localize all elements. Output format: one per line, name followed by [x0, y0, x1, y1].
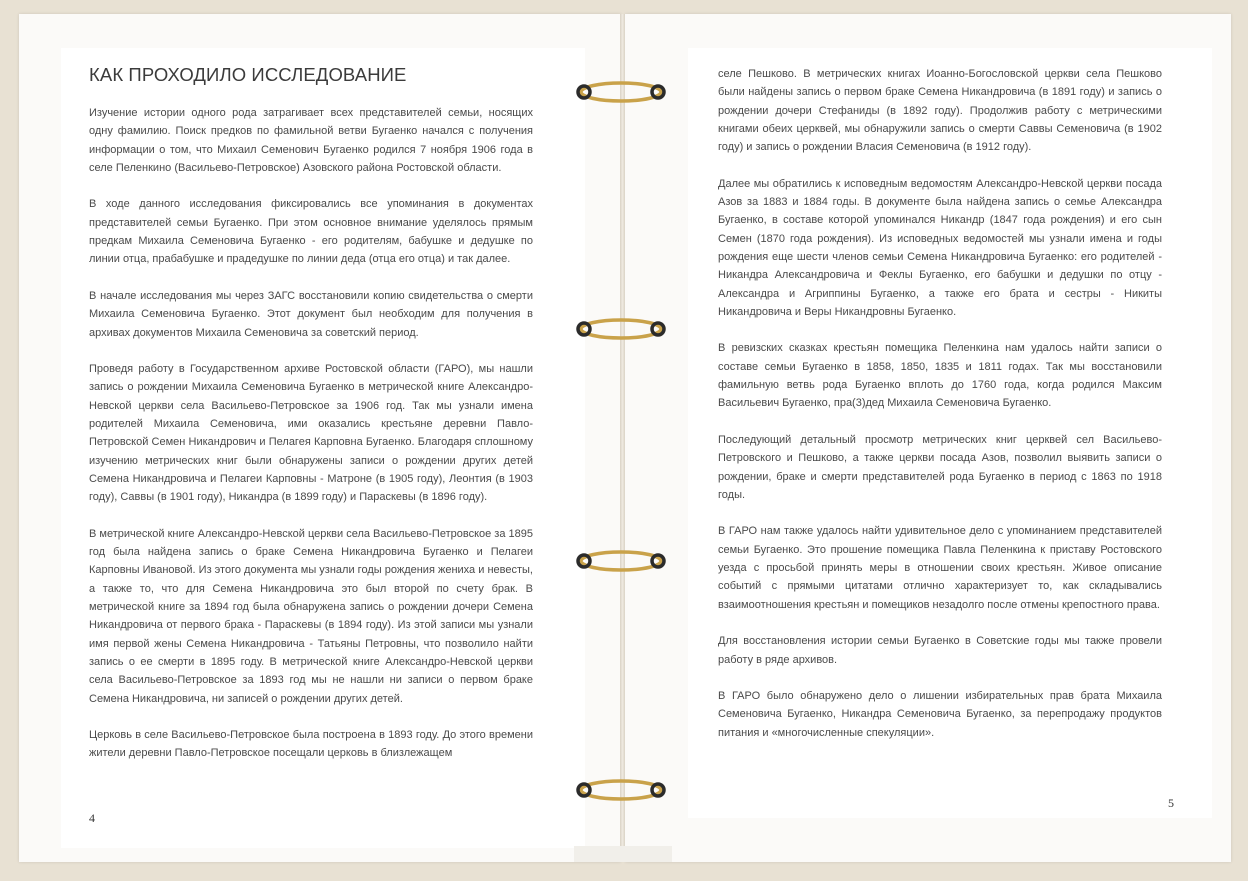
paragraph: В ГАРО нам также удалось найти удивительное дело с упоминанием представителей семьи Бугаенко. Это прошение помещика Павла Пеленкина к приставу Ростовского уезда с просьбой принять меры в отношении своих крестьян. Живое описание событий с прямыми цитатами отлично характеризует то, как складывались взаимоотношения крестьян и помещиков незадолго после отмены крепостного права. [718, 525, 1162, 611]
paragraph: В начале исследования мы через ЗАГС восстановили копию свидетельства о смерти Михаила Семеновича Бугаенко. Этот документ был необходим для получения в архивах документов Михаила Семеновича за советский период. [89, 289, 533, 339]
page-number-right: 5 [1168, 796, 1174, 810]
binder-ring-icon [574, 544, 668, 578]
page-number-left: 4 [89, 811, 95, 825]
paragraph: В ГАРО было обнаружено дело о лишении избирательных прав брата Михаила Семеновича Бугаенко, Никандра Семеновича Бугаенко, за перепродажу продуктов питания и «многочисленные спекуляции». [718, 690, 1162, 739]
paragraph: Церковь в селе Васильево-Петровское была построена в 1893 году. До этого времени жители деревни Павло-Петровское посещали церковь в близлежащем [89, 729, 533, 760]
paragraph: селе Пешково. В метрических книгах Иоанно-Богословской церкви села Пешково были найдены запись о первом браке Семена Никандровича (в 1891 году) и запись о рождении дочери Стефаниды (в 1892 году). Продолжив работу с метрическими книгами обеих церквей, мы обнаружили запись о смерти Саввы Семеновича (в 1902 году) и запись о рождении Власия Семеновича (в 1912 году). [718, 68, 1162, 154]
paragraph: Проведя работу в Государственном архиве Ростовской области (ГАРО), мы нашли запись о рождении Михаила Семеновича Бугаенко в метрической книге Александро-Невской церкви села Васильево-Петровское за 1906 год. Так мы узнали имена родителей Михаила Семеновича, ими оказались крестьяне деревни Павло-Петровской Семен Никандрович и Пелагея Карповна Бугаенко. Благодаря сплошному изучению метрических книг были обнаружены записи о рождении других детей Семена Никандровича и Пелагеи Карповны - Матроне (в 1905 году), Леонтия (в 1903 году), Саввы (в 1901 году), Никандра (в 1899 году) и Параскевы (в 1896 году). [89, 363, 533, 504]
binder-ring-icon [574, 773, 668, 807]
paragraph: Изучение истории одного рода затрагивает всех представителей семьи, носящих одну фамилию. Поиск предков по фамильной ветви Бугаенко начался с получения информации о том, что Михаил Семенович Бугаенко родился 7 ноября 1906 года в селе Пеленкино (Васильево-Петровское) Азовского района Ростовской области. [89, 107, 533, 174]
right-text-column [718, 65, 1162, 760]
paragraph: В ревизских сказках крестьян помещика Пеленкина нам удалось найти записи о составе семьи Бугаенко в 1858, 1850, 1835 и 1811 годах. Так мы восстановили фамильную ветвь рода Бугаенко вплоть до 1760 года, когда родился Максим Васильевич Бугаенко, пра(3)дед Михаила Семеновича Бугаенко. [718, 342, 1162, 410]
binder-ring-icon [574, 75, 668, 109]
binding-spine [620, 14, 625, 862]
paragraph: Далее мы обратились к исповедным ведомостям Александро-Невской церкви посада Азов за 1883 и 1884 годы. В документе была найдена запись о семье Александра Бугаенко, в составе которой упоминался Никандр (1847 года рождения) и его сын Семен (1870 года рождения). Из исповедных ведомостей мы узнали имена и годы рождения еще шести членов семьи Семена Никандровича Бугаенко: его родителей - Никандра Александровича и Феклы Бугаенко, его бабушки и дедушки по отцу - Александра и Агриппины Бугаенко, а также его брата и сестры - Никиты Никандровича и Веры Никандровны Бугаенко. [718, 177, 1162, 318]
binder-ring-icon [574, 312, 668, 346]
page-title: КАК ПРОХОДИЛО ИССЛЕДОВАНИЕ [89, 64, 407, 85]
paragraph: В ходе данного исследования фиксировались все упоминания в документах представителей семьи Бугаенко. При этом основное внимание уделялось прямым предкам Михаила Семеновича Бугаенко - его родителям, бабушке и дедушке по линии отца, прабабушке и прадедушке по линии деда (отца его отца) и так далее. [89, 198, 533, 266]
paragraph: В метрической книге Александро-Невской церкви села Васильево-Петровское за 1895 год была найдена запись о браке Семена Никандровича Бугаенко и Пелагеи Карповны Ивановой. Из этого документа мы узнали годы рождения жениха и невесты, а также то, что для Семена Никандровича это был второй по счету брак. В метрической книге за 1894 год была обнаружена запись о рождении дочери Семена Никандровича от первого брака - Параскевы (в 1894 году). Из этой записи мы узнали имя первой жены Семена Никандровича - Татьяны Петровны, что позволило найти запись о ее смерти в 1895 году. В метрической книге Александро-Невской церкви села Васильево-Петровское за 1893 год мы не нашли ни записи о первом браке Семена Никандровича, ни записей о рождении других детей. [89, 527, 533, 705]
left-text-column [89, 104, 533, 781]
paragraph: Последующий детальный просмотр метрических книг церквей сел Васильево-Петровского и Пешково, а также церкви посада Азов, позволил выявить записи о рождении, браке и смерти представителей рода Бугаенко в период с 1863 по 1918 годы. [718, 433, 1162, 501]
spine-bottom-strip [574, 846, 672, 862]
paragraph: Для восстановления истории семьи Бугаенко в Советские годы мы также провели работу в ряде архивов. [718, 635, 1162, 666]
